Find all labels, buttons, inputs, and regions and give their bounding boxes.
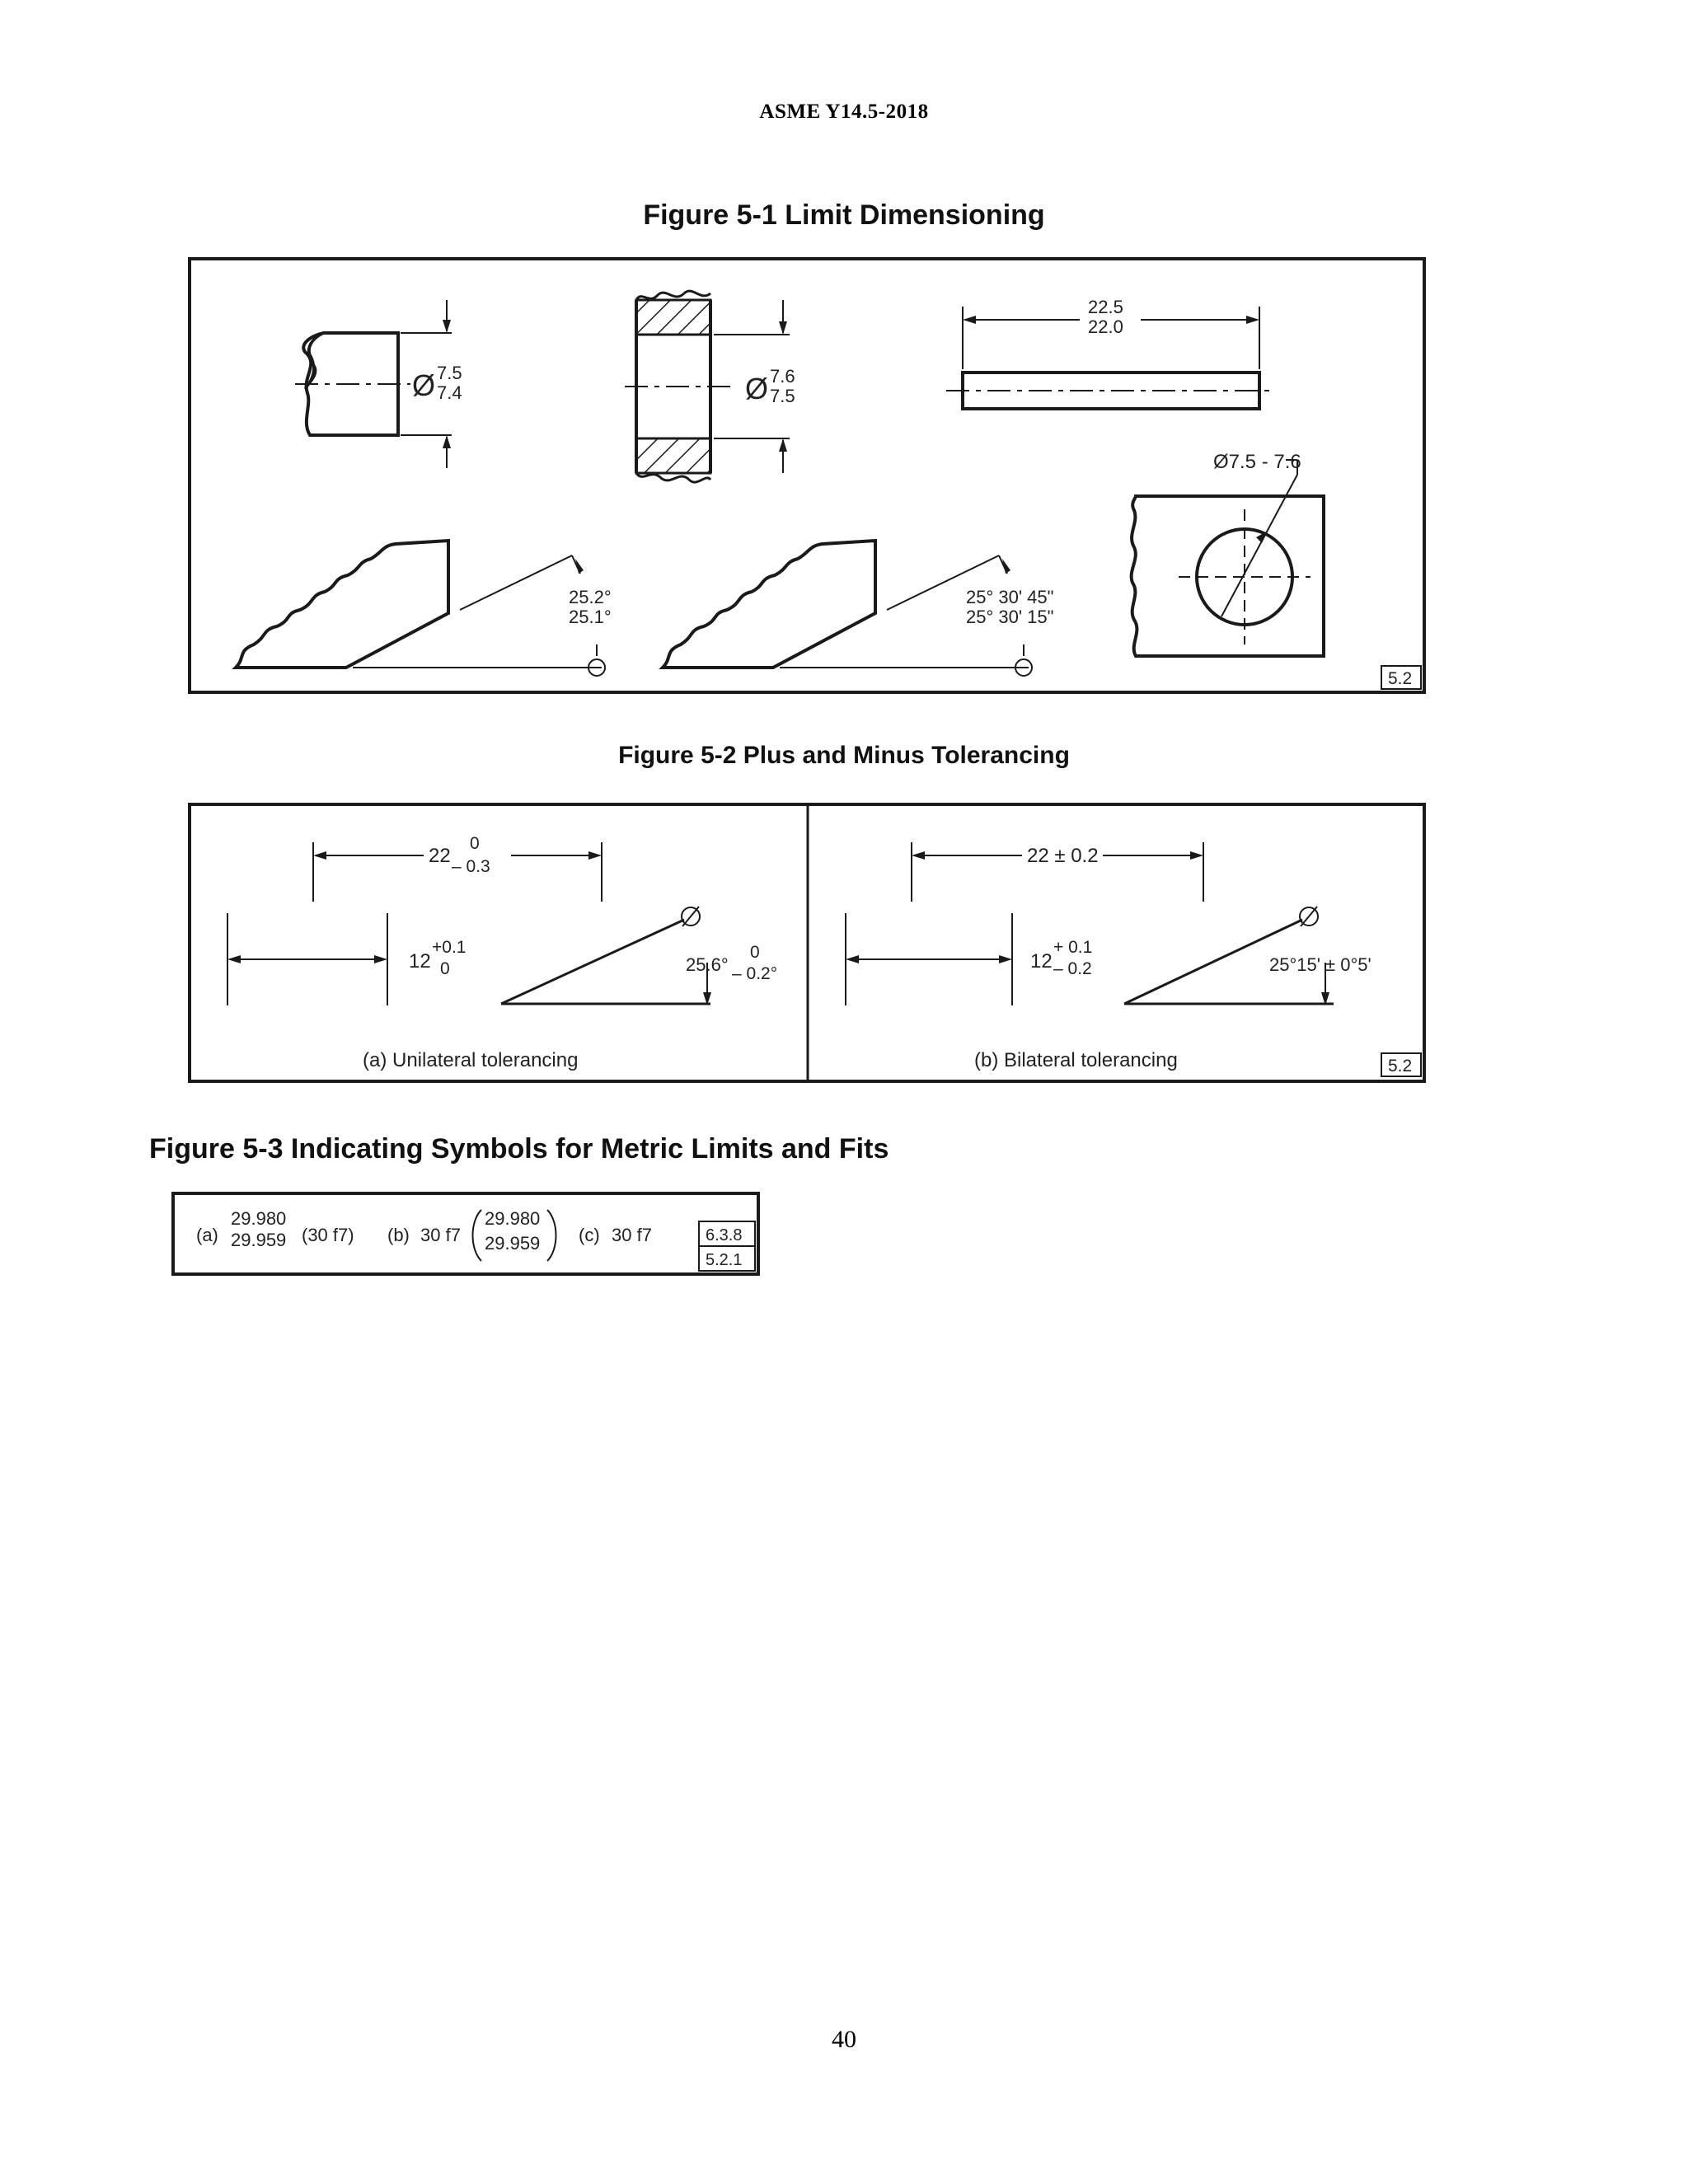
angle-dms-view bbox=[663, 541, 1053, 676]
shaft-lower-limit: 7.4 bbox=[437, 382, 462, 403]
length-lower-limit: 22.0 bbox=[1088, 316, 1123, 337]
figure-5-3-drawing bbox=[171, 1192, 760, 1277]
fit-b-upper: 29.980 bbox=[485, 1208, 541, 1229]
fit-a-lower: 29.959 bbox=[231, 1230, 287, 1250]
fit-ref-2: 5.2.1 bbox=[706, 1251, 743, 1269]
shaft-diameter-symbol: Ø bbox=[412, 368, 436, 402]
fit-ref-1: 6.3.8 bbox=[706, 1226, 743, 1244]
fit-a-class: (30 f7) bbox=[302, 1225, 354, 1245]
angle-decimal-lower: 25.1° bbox=[569, 607, 612, 627]
running-header: ASME Y14.5-2018 bbox=[759, 101, 929, 123]
fit-b-lower: 29.959 bbox=[485, 1233, 541, 1254]
bilateral-angle: 25°15' ± 0°5' bbox=[1269, 954, 1372, 975]
figure-5-2-ref: 5.2 bbox=[1388, 1057, 1413, 1076]
fit-c-class: 30 f7 bbox=[612, 1225, 652, 1245]
figure-5-2-drawing bbox=[188, 803, 1426, 1083]
figure-5-1-title: Figure 5-1 Limit Dimensioning bbox=[643, 199, 1045, 231]
fit-b-label: (b) bbox=[387, 1225, 410, 1245]
bilateral-panel bbox=[846, 842, 1372, 1071]
bilateral-dim-b-upper: + 0.1 bbox=[1053, 938, 1093, 957]
unilateral-caption: (a) Unilateral tolerancing bbox=[363, 1049, 579, 1071]
unilateral-panel bbox=[227, 834, 777, 1071]
figure-5-1-frame bbox=[190, 259, 1424, 692]
unilateral-angle-nominal: 25.6° bbox=[686, 954, 729, 975]
hole-upper-limit: 7.6 bbox=[770, 366, 795, 387]
angle-decimal-upper: 25.2° bbox=[569, 587, 612, 607]
unilateral-angle-lower: – 0.2° bbox=[732, 964, 778, 983]
hole-diameter-symbol: Ø bbox=[745, 372, 769, 405]
bilateral-caption: (b) Bilateral tolerancing bbox=[974, 1049, 1178, 1071]
figure-5-1-ref: 5.2 bbox=[1388, 669, 1413, 688]
unilateral-dim-b-lower: 0 bbox=[440, 959, 450, 978]
figure-5-2-title: Figure 5-2 Plus and Minus Tolerancing bbox=[618, 742, 1070, 769]
bilateral-dim-a: 22 ± 0.2 bbox=[1027, 845, 1099, 867]
fit-c-label: (c) bbox=[579, 1225, 600, 1245]
shaft-upper-limit: 7.5 bbox=[437, 363, 462, 383]
hole-lower-limit: 7.5 bbox=[770, 386, 795, 406]
hole-diameter-view bbox=[625, 291, 795, 482]
shaft-diameter-view bbox=[295, 300, 462, 468]
page-number: 40 bbox=[832, 2026, 856, 2053]
figure-5-1-drawing bbox=[188, 257, 1426, 694]
angle-dms-lower: 25° 30' 15" bbox=[966, 607, 1054, 627]
fit-a-upper: 29.980 bbox=[231, 1208, 287, 1229]
bilateral-dim-b-lower: – 0.2 bbox=[1053, 959, 1092, 978]
length-upper-limit: 22.5 bbox=[1088, 297, 1123, 317]
figure-5-3-title: Figure 5-3 Indicating Symbols for Metric Limits and Fits bbox=[149, 1133, 889, 1165]
angle-decimal-view bbox=[236, 541, 612, 676]
fit-a-label: (a) bbox=[196, 1225, 218, 1245]
unilateral-dim-b-nominal: 12 bbox=[409, 950, 431, 972]
hole-callout-text: Ø7.5 - 7.6 bbox=[1213, 451, 1301, 473]
length-view bbox=[946, 297, 1276, 409]
fit-b-class: 30 f7 bbox=[420, 1225, 461, 1245]
unilateral-dim-a-lower: – 0.3 bbox=[452, 857, 490, 876]
unilateral-dim-a-nominal: 22 bbox=[429, 845, 451, 867]
bilateral-dim-b-nominal: 12 bbox=[1030, 950, 1053, 972]
unilateral-angle-upper: 0 bbox=[750, 943, 760, 962]
unilateral-dim-a-upper: 0 bbox=[470, 834, 480, 853]
angle-dms-upper: 25° 30' 45" bbox=[966, 587, 1054, 607]
hole-callout-view bbox=[1132, 451, 1324, 656]
unilateral-dim-b-upper: +0.1 bbox=[432, 938, 467, 957]
